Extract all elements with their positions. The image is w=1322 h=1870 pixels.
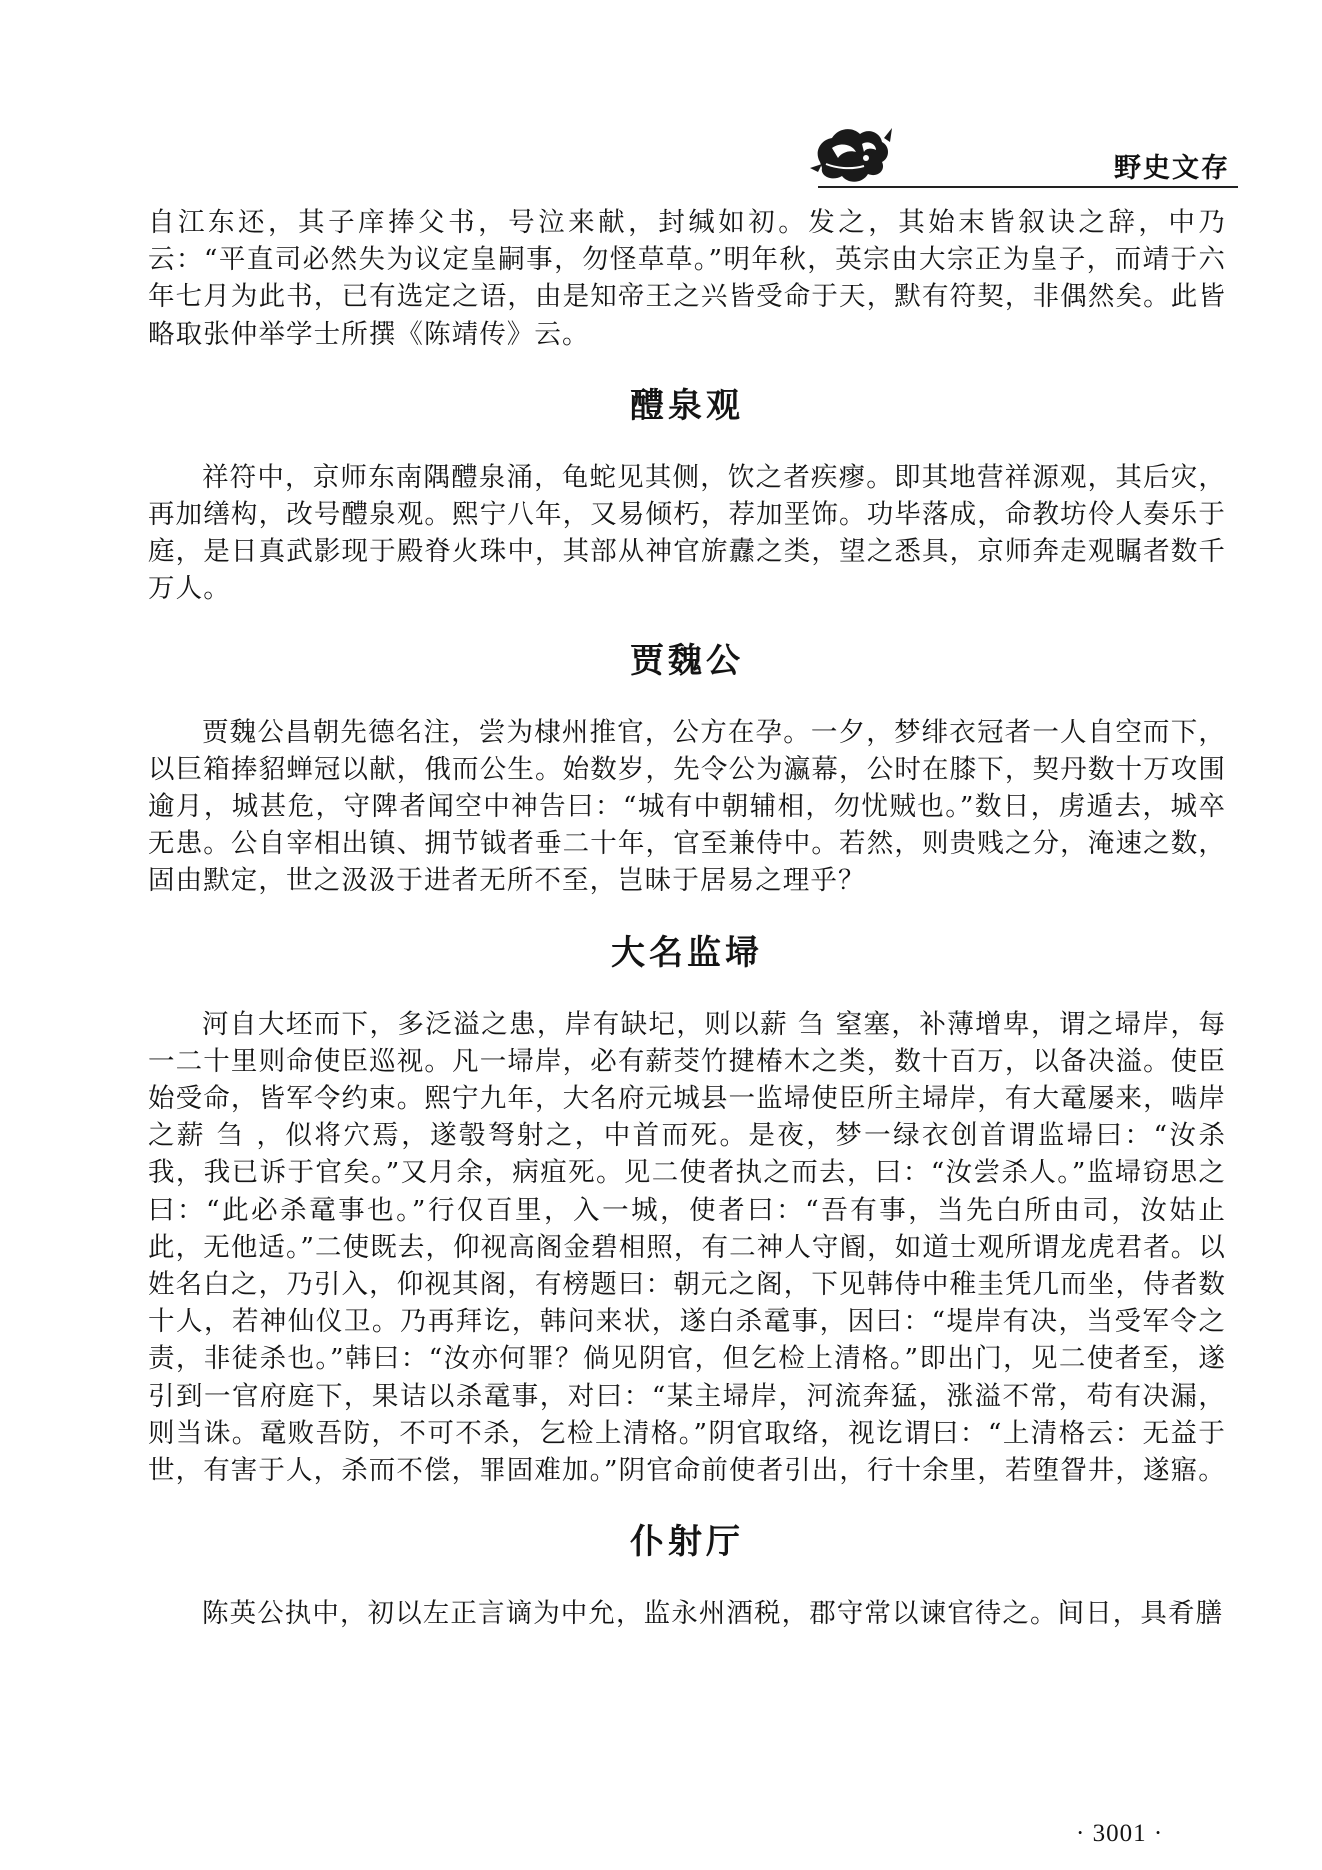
section-title: 贾魏公 — [630, 640, 744, 681]
series-title: 野史文存 — [1114, 153, 1230, 184]
paragraph: 贾魏公昌朝先德名注，尝为棣州推官，公方在孕。一夕，梦绯衣冠者一人自空而下，以巨箱捧貂蝉冠以献，俄而公生。始数岁，先令公为瀛幕，公时在膝下，契丹数十万攻围逾月，城甚危，守陴者闻空中神告曰：“城有中朝辅相，勿忧贼也。”数日，虏遁去，城卒无患。公自宰相出镇、拥节钺者垂二十年，官至兼侍中。若然，则贵贱之分，淹速之数，固由默定，世之汲汲于进者无所不至，岂昧于居易之理乎？ — [148, 716, 1226, 897]
article-liquan-guan — [148, 353, 1226, 608]
paragraph: 陈英公执中，初以左正言谪为中允，监永州酒税，郡守常以谏官待之。间日，具肴膳 — [202, 1598, 1224, 1630]
page-header — [0, 0, 1322, 200]
header-rule — [818, 186, 1238, 188]
dragon-logo-icon — [806, 118, 894, 192]
paragraph: 河自大坯而下，多泛溢之患，岸有缺圮，则以薪 刍 窒塞，补薄增卑，谓之埽岸，每一二十里则命使臣巡视。凡一埽岸，必有薪茭竹揵椿木之类，数十百万，以备决溢。使臣始受命，皆军令约束。熙宁九年，大名府元城县一监埽使臣所主埽岸，有大鼋屡来，啮岸之薪 刍 ，似将穴焉，遂彀弩射之，中首而死。是夜，梦一绿衣创首谓监埽曰：“汝杀我，我已诉于官矣。”又月余，病疽死。见二使者执之而去，曰：“汝尝杀人。”监埽窃思之曰：“此必杀鼋事也。”行仅百里，入一城，使者曰：“吾有事，当先白所由司，汝姑止此，无他适。”二使既去，仰视高阁金碧相照，有二神人守阍，如道士观所谓龙虎君者。以姓名白之，乃引入，仰视其阁，有榜题曰：朝元之阁，下见韩侍中稚圭凭几而坐，侍者数十人，若神仙仪卫。乃再拜讫，韩问来状，遂白杀鼋事，因曰：“堤岸有决，当受军令之责，非徒杀也。”韩曰：“汝亦何罪？倘见阴官，但乞检上清格。”即出门，见二使者至，遂引到一官府庭下，果诘以杀鼋事，对曰：“某主埽岸，河流奔猛，涨溢不常，苟有决漏，则当诛。鼋败吾防，不可不杀，乞检上清格。”阴官取络，视讫谓曰：“上清格云：无益于世，有害于人，杀而不偿，罪固难加。”阴官命前使者引出，行十余里，若堕眢井，遂寤。 — [148, 1008, 1226, 1487]
section-title: 大名监埽 — [611, 932, 763, 973]
article-daming-jiansao — [148, 900, 1226, 1490]
article-jia-wei-gong — [148, 608, 1226, 900]
paragraph: 祥符中，京师东南隅醴泉涌，龟蛇见其侧，饮之者疾瘳。即其地营祥源观，其后灾，再加缮构，改号醴泉观。熙宁八年，又易倾朽，荐加垩饰。功毕落成，命教坊伶人奏乐于庭，是日真武影现于殿脊火珠中，其部从神官旂纛之类，望之悉具，京师奔走观瞩者数千万人。 — [148, 461, 1226, 605]
paragraph: 自江东还，其子庠捧父书，号泣来献，封缄如初。发之，其始末皆叙诀之辞，中乃云：“平直司必然失为议定皇嗣事，勿怪草草。”明年秋，英宗由大宗正为皇子，而靖于六年七月为此书，已有选定之语，由是知帝王之兴皆受命于天，默有符契，非偶然矣。此皆略取张仲举学士所撰《陈靖传》云。 — [148, 207, 1226, 350]
section-title: 醴泉观 — [630, 385, 744, 426]
section-title: 仆射厅 — [630, 1522, 744, 1563]
page-content — [148, 204, 1226, 1632]
article-puye-ting — [148, 1489, 1226, 1632]
page-number: · 3001 · — [1076, 1820, 1164, 1847]
article-continued — [148, 204, 1226, 353]
